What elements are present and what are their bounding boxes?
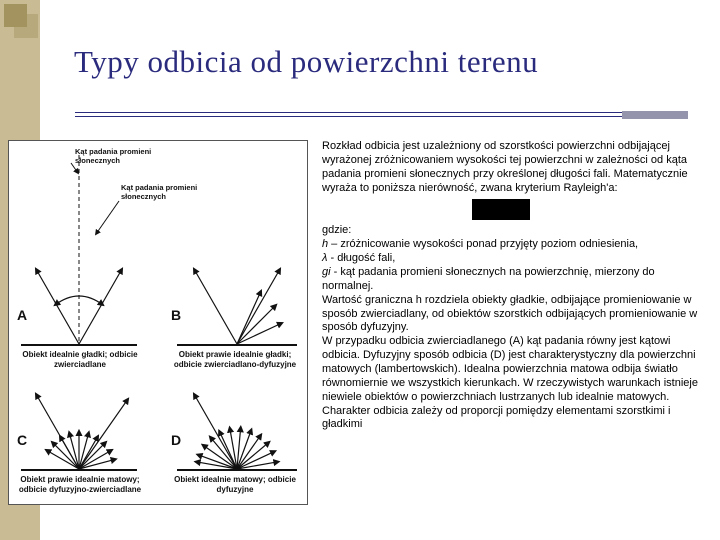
paragraph-rayleigh-intro: Rozkład odbicia jest uzależniony od szorstkości powierzchni odbijającej wyrażonej zróżnicowaniem wysokości tej powierzchni w zależności od kąta padania promieni słonecznych przy określonej długości fali. Matematycznie wyraża to poniższa nierówność, zwana kryterium Rayleigh'a: xyxy=(322,140,688,194)
definition-gi xyxy=(322,266,702,294)
rule-line-bottom xyxy=(75,116,688,117)
paragraph-reflection-types: W przypadku odbicia zwierciadlanego (A) kąt padania równy jest kątowi odbicia. Dyfuzyjny sposób odbicia (D) jest charakterystyczny dla powierzchni matowych (lambertowskich). Idealna powierzchnia matowa odbija światło równomiernie we wszystkich kierunkach. W rzeczywistych warunkach istnieje niewiele obiektów o powierzchniach lustrzanych lub idealnie matowych. Charakter odbicia zależy od proporcji pomiędzy elementami szorstkimi i gładkimi xyxy=(322,335,698,431)
definition-h xyxy=(322,238,702,252)
diagram-letter-b: B xyxy=(171,307,182,323)
definition-gi-term: gi xyxy=(322,266,331,279)
angle-label-1: Kąt padania promieni słonecznych xyxy=(75,147,152,166)
diagram-letter-c: C xyxy=(17,432,28,448)
rule-line-top xyxy=(75,112,688,113)
rule-thick-segment xyxy=(622,111,688,119)
body-text-column xyxy=(322,140,702,432)
gdzie-label: gdzie: xyxy=(322,224,352,237)
diagram-caption-b: Obiekt prawie idealnie gładki; odbicie zwierciadlano-dyfuzyjne xyxy=(173,350,297,369)
decor-square-dark xyxy=(4,4,27,27)
diagram-letter-a: A xyxy=(17,307,28,323)
definition-gi-rest: - kąt padania promieni słonecznych na powierzchnię, mierzony do normalnej. xyxy=(322,266,655,292)
definition-lambda-rest: - długość fali, xyxy=(327,252,396,265)
diagram-letter-d: D xyxy=(171,432,182,448)
definition-h-term: h xyxy=(322,238,329,251)
definition-lambda-term: λ xyxy=(322,252,328,265)
angle-label-2: Kąt padania promieni słonecznych xyxy=(121,183,198,202)
title-rule xyxy=(75,112,688,122)
diagram-caption-c: Obiekt prawie idealnie matowy; odbicie dyfuzyjno-zwierciadlane xyxy=(18,475,142,494)
definition-lambda xyxy=(322,252,702,266)
formula-box xyxy=(472,199,530,220)
definition-h-rest: – zróżnicowanie wysokości ponad przyjęty poziom odniesienia, xyxy=(328,238,639,251)
diagram-caption-d: Obiekt idealnie matowy; odbicie dyfuzyjne xyxy=(174,475,296,494)
diagram-caption-a: Obiekt idealnie gładki; odbicie zwierciadlane xyxy=(22,350,138,369)
slide-title: Typy odbicia od powierzchni terenu xyxy=(74,44,539,79)
paragraph-threshold: Wartość graniczna h rozdziela obiekty gładkie, odbijające promieniowanie w sposób zwierciadlany, od obiektów szorstkich odbijających promieniowanie w sposób dyfuzyjny. xyxy=(322,293,698,334)
diagram-panel xyxy=(8,140,308,505)
